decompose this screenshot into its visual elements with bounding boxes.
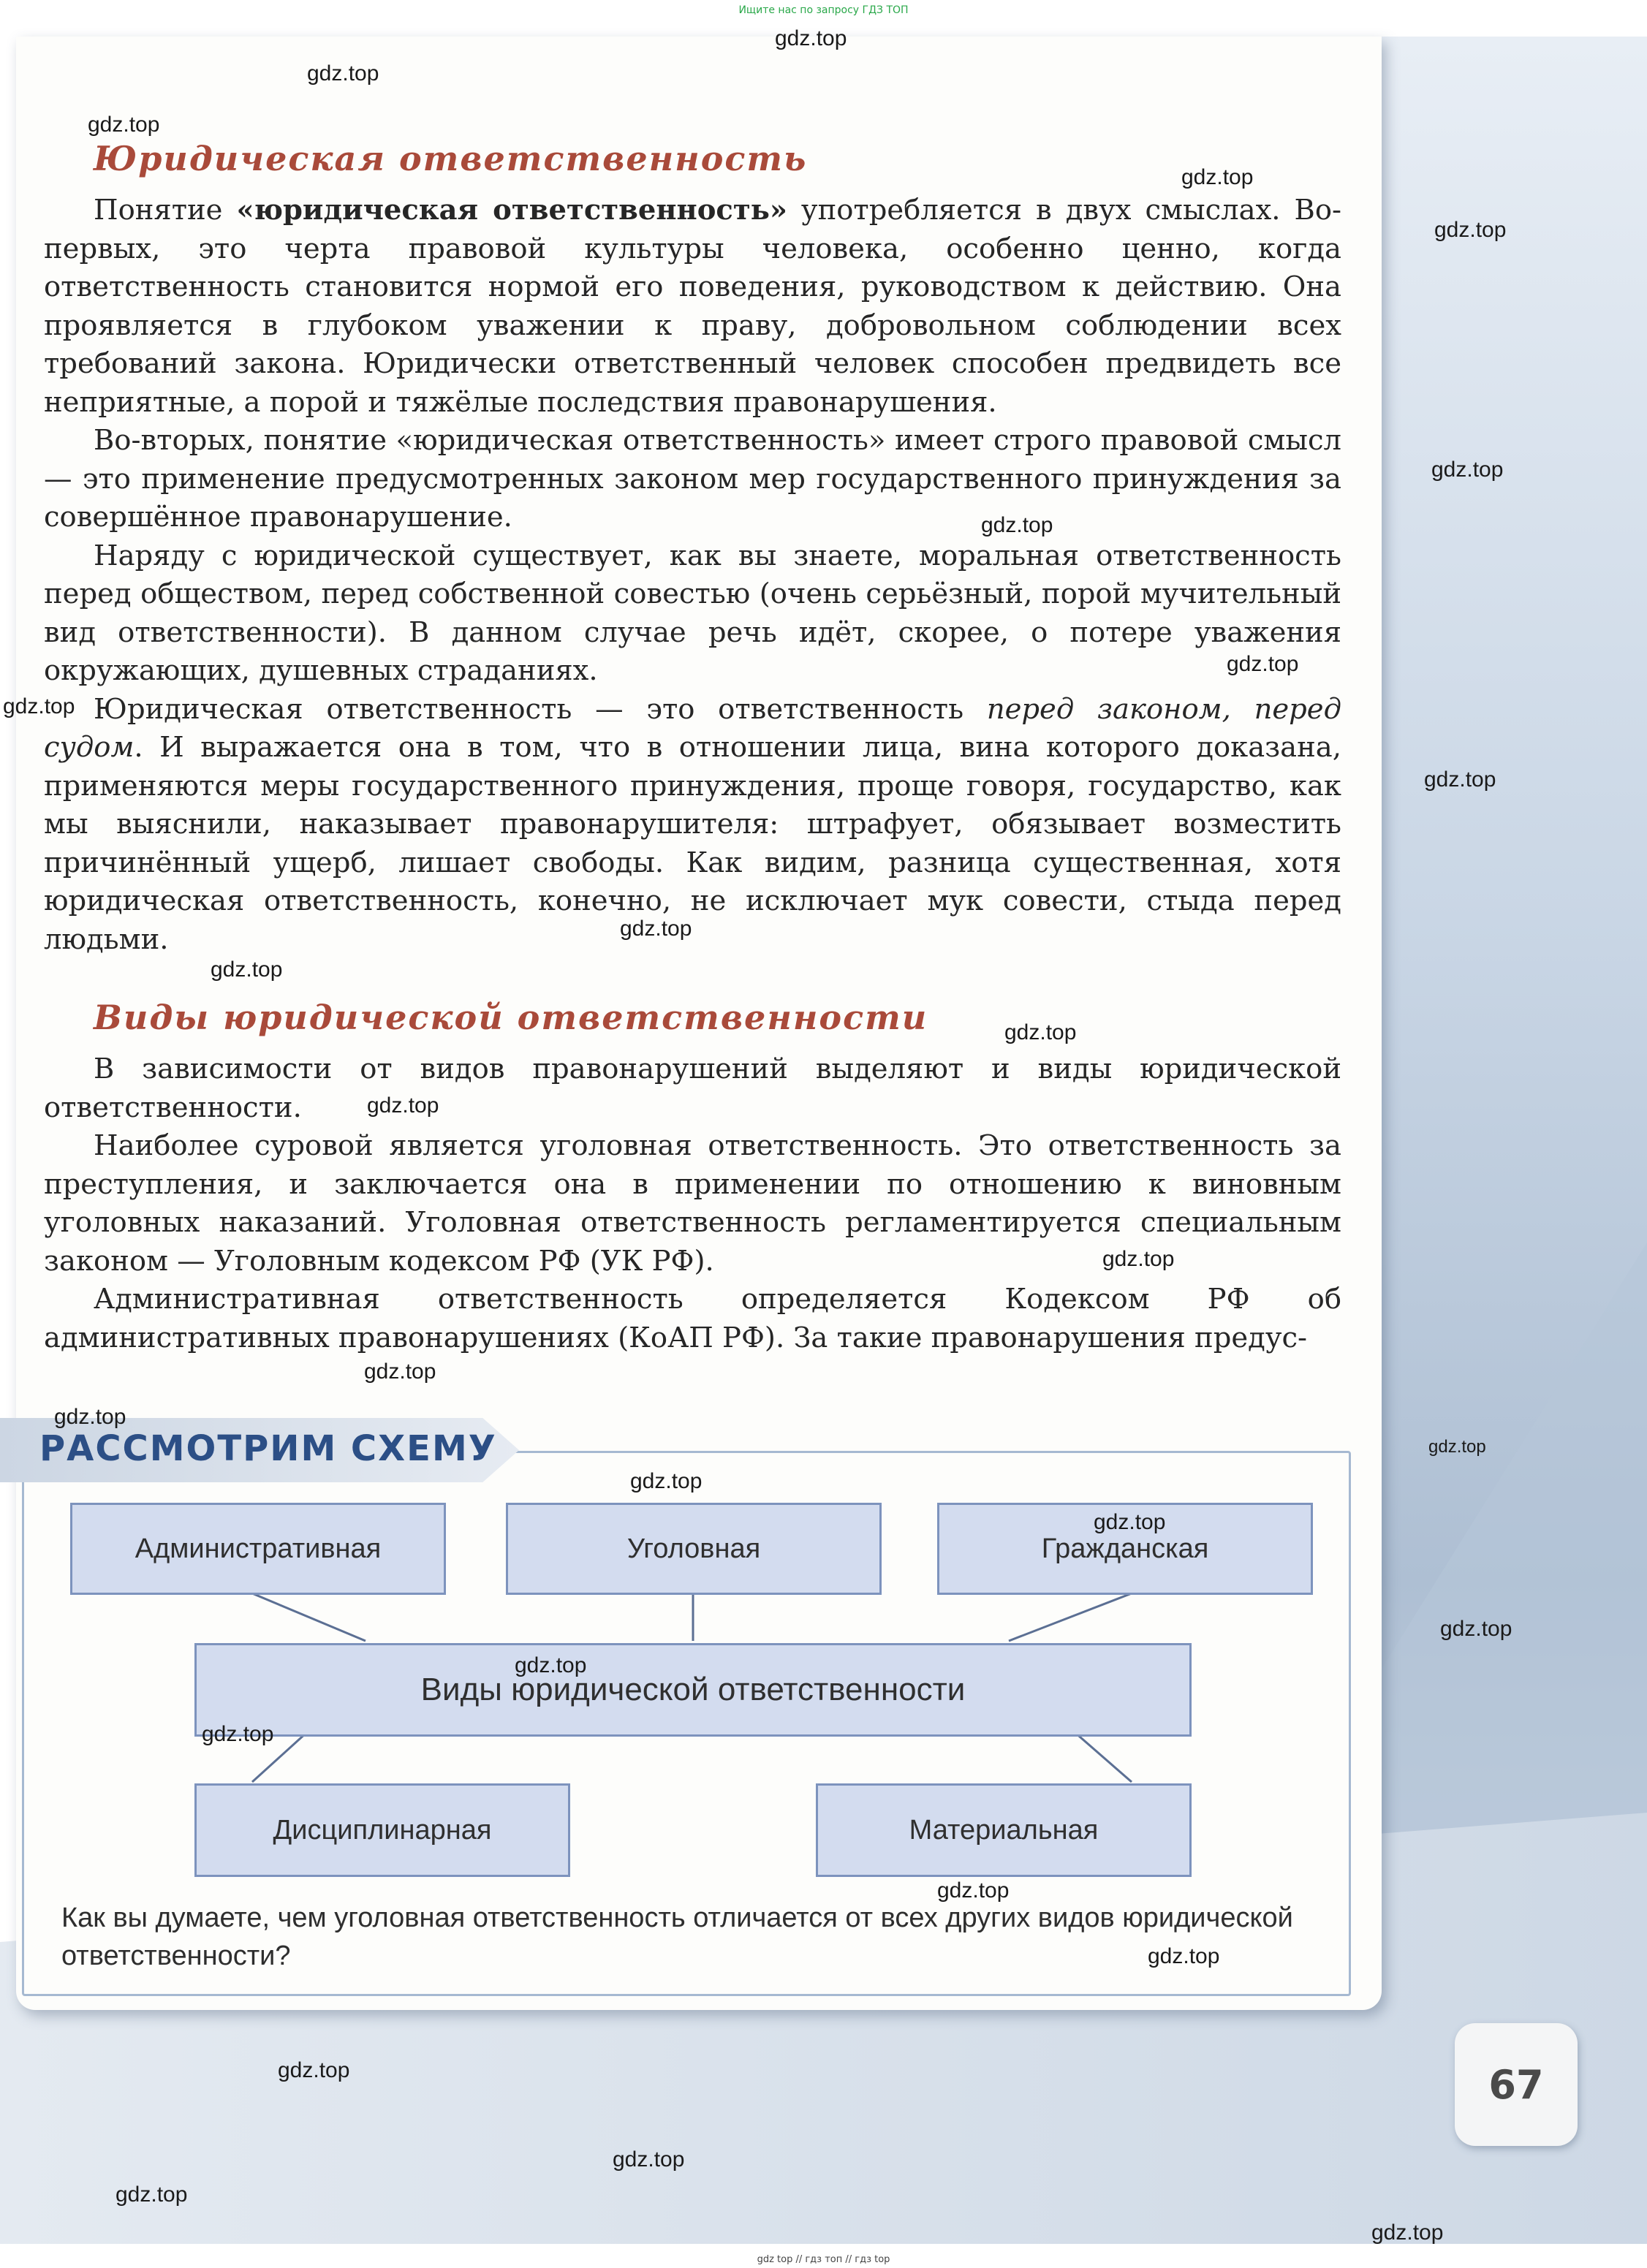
watermark: gdz.top	[3, 694, 75, 718]
watermark: gdz.top	[307, 61, 379, 86]
paragraph: Административная ответственность определяется Кодексом РФ об административных правонарушениях (КоАП РФ). За такие правонарушения предус-	[44, 1283, 1341, 1354]
footer-note: gdz top // гдз топ // гдз top	[757, 2254, 890, 2265]
watermark: gdz.top	[1102, 1247, 1175, 1271]
paragraph: Юридическая ответственность — это ответственность перед законом, перед судом. И выражается она в том, что в отношении лица, вина которого доказана, применяются меры государственного принуждения, проще говоря, государство, как мы выяснили, наказывает правонарушителя: штрафует, обязывает возместить причинённый ущерб, лишает свободы. Как видим, разница существенная, хотя юридическая ответственность, конечно, не исключает мук совести, стыда перед людьми.	[44, 692, 1341, 956]
paragraph: Наиболее суровой является уголовная ответственность. Это ответственность за преступления, и заключается она в применении по отношению к виновным уголовных наказаний. Уголовная ответственность регламентируется специальным законом — Уголовным кодексом РФ (УК РФ).	[44, 1129, 1341, 1278]
watermark: gdz.top	[88, 113, 160, 137]
watermark: gdz.top	[1181, 165, 1254, 189]
schema-box-criminal: Уголовная	[506, 1503, 882, 1595]
watermark: gdz.top	[116, 2182, 188, 2207]
paragraph: Понятие «юридическая ответственность» употребляется в двух смыслах. Во-первых, это черта правовой культуры человека, особенно ценно, когда ответственность становится нормой его поведения, руководством к действию. Она проявляется в глубоком уважении к праву, добровольном соблюдении всех требований закона. Юридически ответственный человек способен предвидеть все неприятные, а порой и тяжёлые последствия правонарушения.	[44, 194, 1342, 419]
watermark: gdz.top	[1428, 1437, 1486, 1457]
header-note: Ищите нас по запросу ГДЗ ТОП	[738, 4, 909, 16]
watermark: gdz.top	[630, 1469, 703, 1493]
watermark: gdz.top	[1004, 1020, 1077, 1044]
schema-title: РАССМОТРИМ СХЕМУ	[39, 1428, 497, 1469]
paragraph: В зависимости от видов правонарушений выделяют и виды юридической ответственности.	[44, 1053, 1341, 1124]
watermark: gdz.top	[620, 917, 692, 941]
watermark: gdz.top	[364, 1359, 436, 1384]
watermark: gdz.top	[981, 513, 1053, 537]
watermark: gdz.top	[775, 26, 847, 50]
watermark: gdz.top	[211, 957, 283, 982]
watermark: gdz.top	[1431, 458, 1504, 482]
watermark: gdz.top	[202, 1722, 274, 1746]
watermark: gdz.top	[1371, 2220, 1444, 2245]
watermark: gdz.top	[367, 1093, 439, 1118]
schema-box-center: Виды юридической ответственности	[194, 1643, 1192, 1737]
watermark: gdz.top	[515, 1653, 587, 1677]
paragraph: Наряду с юридической существует, как вы знаете, моральная ответственность перед обществом, перед собственной совестью (очень серьёзный, порой мучительный вид ответственности). В данном случае речь идёт, скорее, о потере уважения окружающих, душевных страданиях.	[44, 539, 1341, 687]
watermark: gdz.top	[1094, 1510, 1166, 1534]
schema-box-civil: Гражданская	[937, 1503, 1313, 1595]
watermark: gdz.top	[937, 1878, 1010, 1903]
page-number: 67	[1455, 2023, 1578, 2146]
section-title-legal-responsibility: Юридическая ответственность	[94, 139, 808, 178]
connector-line	[1075, 1732, 1132, 1782]
watermark: gdz.top	[613, 2147, 685, 2172]
watermark: gdz.top	[1440, 1617, 1512, 1641]
watermark: gdz.top	[1227, 652, 1299, 676]
watermark: gdz.top	[1434, 218, 1507, 242]
watermark: gdz.top	[1424, 767, 1496, 792]
watermark: gdz.top	[278, 2058, 350, 2082]
watermark: gdz.top	[54, 1405, 126, 1429]
section-title-types: Виды юридической ответственности	[94, 998, 928, 1037]
watermark: gdz.top	[1148, 1944, 1220, 1968]
schema-box-disciplinary: Дисциплинарная	[194, 1783, 570, 1877]
schema-box-material: Материальная	[816, 1783, 1192, 1877]
schema-question: Как вы думаете, чем уголовная ответственность отличается от всех других видов юридической ответственности?	[61, 1903, 1293, 1971]
connector-line	[1009, 1593, 1132, 1641]
connector-line	[252, 1593, 366, 1641]
paragraph: Во-вторых, понятие «юридическая ответственность» имеет строго правовой смысл — это применение предусмотренных законом мер государственного принуждения за совершённое правонарушение.	[44, 424, 1341, 534]
schema-box-administrative: Административная	[70, 1503, 446, 1595]
